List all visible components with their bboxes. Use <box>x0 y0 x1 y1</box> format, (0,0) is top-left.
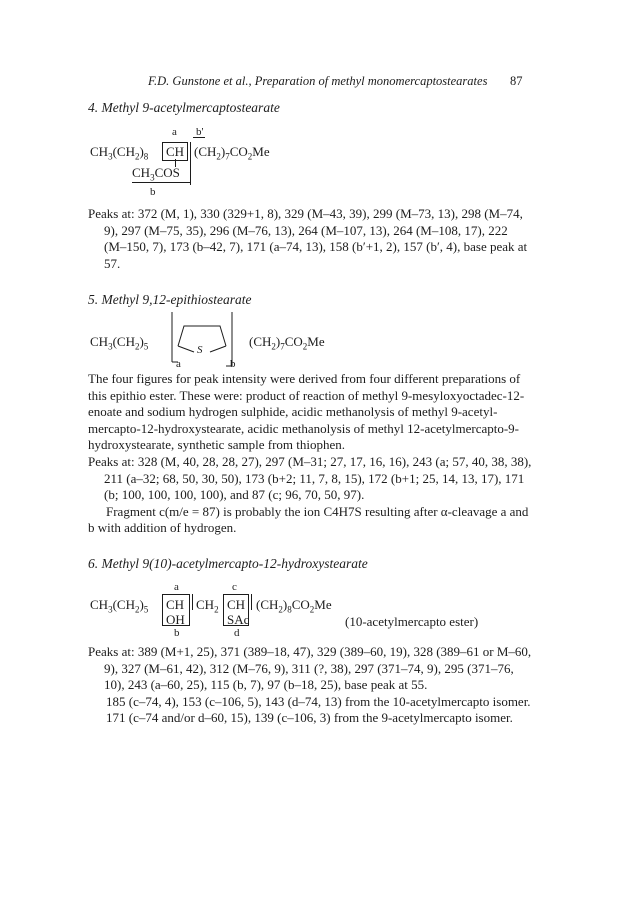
ring-sulfur: S <box>197 344 203 356</box>
formula-note: (10-acetylmercapto ester) <box>345 614 479 629</box>
formula-label-b: b <box>174 627 180 639</box>
formula-right-chain: $(CH_2)_8CO_2Me$ <box>256 597 332 615</box>
formula-ch-9: CH <box>166 597 185 612</box>
formula-right-chain: $(CH_2)_7CO_2Me$ <box>249 334 325 352</box>
formula-ch: CH <box>166 144 185 159</box>
formula-left-chain: $CH_3(CH_2)_5$ <box>90 597 149 615</box>
section-5-title: 5. Methyl 9,12-epithiostearate <box>88 292 252 307</box>
section-4-peaks: Peaks at: 372 (M, 1), 330 (329+1, 8), 329 (M–43, 39), 299 (M–73, 13), 298 (M–74, 9), 297 (M–75, 35), 296 (M–76, 13), 264 (M–107, 13), 264 (M–108, 17), 222 (M–150, 7), 173 (b–42, 7), 171 (a–74, 13), 158 (b′+1, 2), 157 (b′, 4), base peak at 57. <box>88 206 528 271</box>
formula-ch-12: CH <box>227 597 246 612</box>
section-6-peaks: Peaks at: 389 (M+1, 25), 371 (389–18, 47), 329 (389–60, 19), 328 (389–61 or M–60, 9), 327 (M–61, 42), 312 (M–76, 9), 311 (?, 38), 297 (371–74, 9), 295 (371–76, 10), 243 (a–60, 25), 115 (b, 7), 97 (b–18, 25), base peak at 55. 185 (c–74, 4), 153 (c–106, 5), 143 (d–74, 13) from the 10-acetylmercapto isomer. 171 (c–74 and/or d–60, 15), 139 (c–106, 3) from the 9-acetylmercapto isomer. <box>88 644 532 726</box>
formula-label-b-prime: b' <box>196 126 204 138</box>
thiophane-ring-icon <box>170 312 250 368</box>
formula-label-b: b <box>230 358 236 370</box>
section-4-title: 4. Methyl 9-acetylmercaptostearate <box>88 100 280 115</box>
cleavage-bracket-b <box>190 142 191 185</box>
formula-label-a: a <box>172 126 177 138</box>
formula-label-a: a <box>174 581 179 593</box>
running-header: F.D. Gunstone et al., Preparation of methyl monomercaptostearates <box>148 74 488 88</box>
page-number: 87 <box>510 74 523 88</box>
section-6-title: 6. Methyl 9(10)-acetylmercapto-12-hydroxystearate <box>88 556 368 571</box>
formula-substituent: $CH_3COS$ <box>132 165 180 183</box>
formula-left-chain: $CH_3(CH_2)_8$ <box>90 144 149 162</box>
formula-label-b: b <box>150 186 156 198</box>
formula-label-c: c <box>232 581 237 593</box>
section-5-peaks: Peaks at: 328 (M, 40, 28, 28, 27), 297 (M–31; 27, 17, 16, 16), 243 (a; 57, 40, 38, 38), 211 (a–32; 68, 50, 30, 50), 173 (b+2; 11, 7, 8, 15), 172 (b+1; 25, 14, 13, 17), 171 (b; 100, 100, 100, 100), and 87 (c; 96, 70, 50, 97). Fragment c(m/e = 87) is probably the ion C4H7S resulting after α-cleavage a and b with addition of hydrogen. <box>88 454 532 536</box>
section-5-paragraph: The four figures for peak intensity were derived from four different preparations of this epithio ester. These were: product of reaction of methyl 9-mesyloxyoctadec-12-enoate and sodium hydrogen sulphide, acidic methanolysis of methyl 9-acetyl-mercapto-12-hydroxystearate, acidic methanolysis of methyl 12-acetylmercapto-9-hydroxystearate, synthetic sample from thiophen. <box>88 371 525 453</box>
formula-left-chain: $CH_3(CH_2)_5$ <box>90 334 149 352</box>
formula-right-chain: $(CH_2)_7CO_2Me$ <box>194 144 270 162</box>
formula-sac: SAc <box>227 612 250 627</box>
formula-label-d: d <box>234 627 240 639</box>
formula-ch2: $CH_2$ <box>196 597 219 615</box>
formula-oh: OH <box>166 612 185 627</box>
formula-label-a: a <box>176 358 181 370</box>
